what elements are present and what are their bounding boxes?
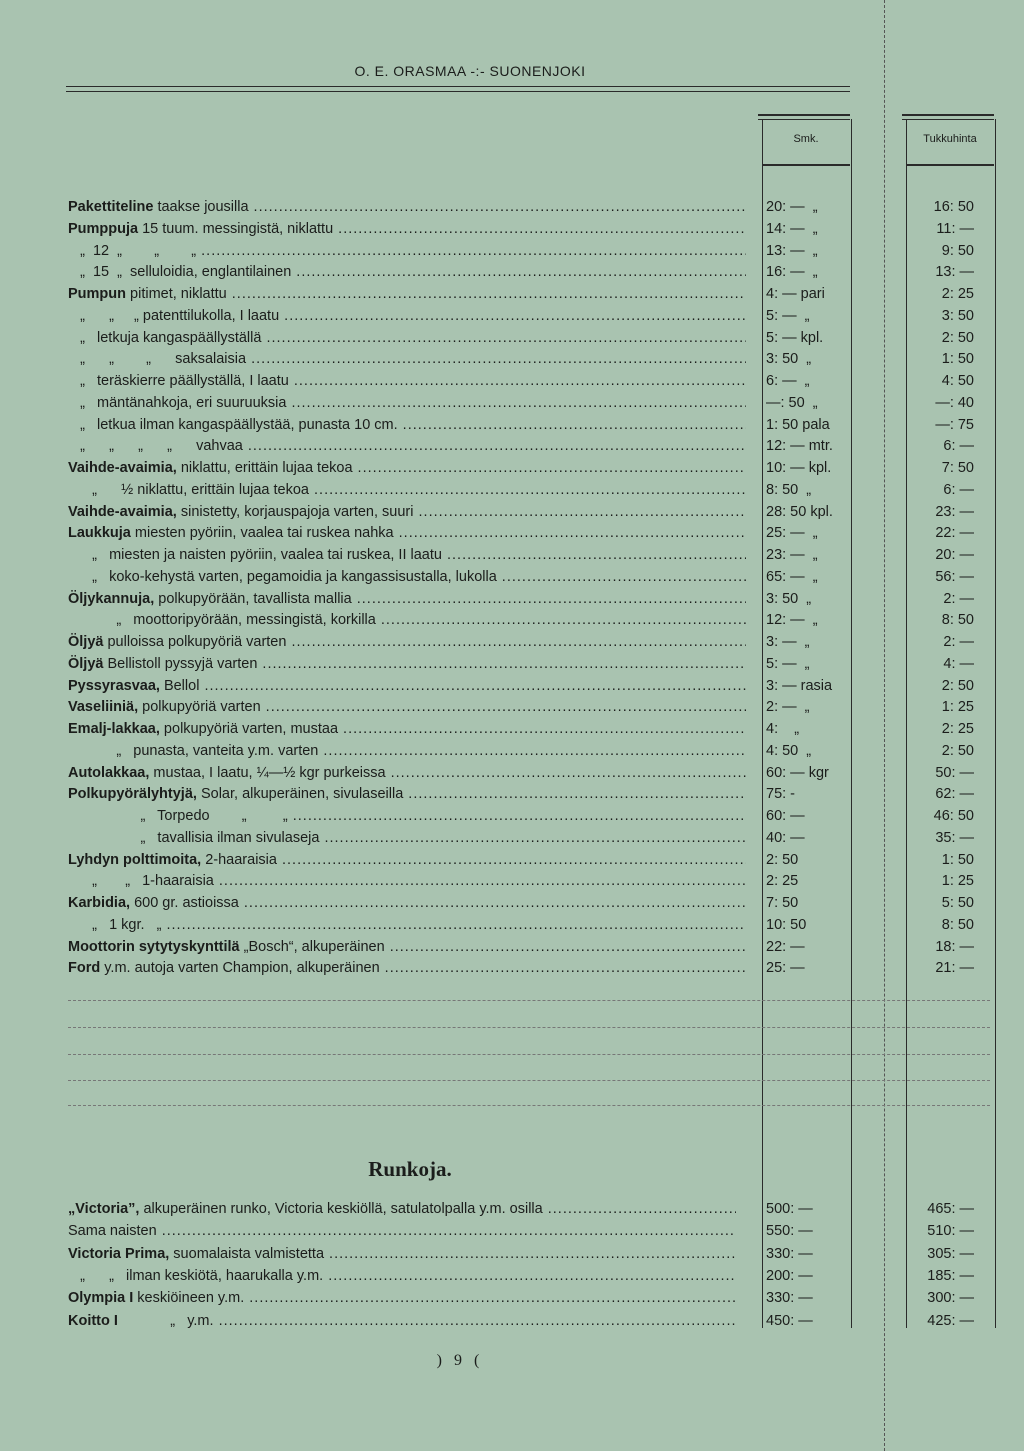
item-description bbox=[68, 523, 746, 544]
item-description bbox=[68, 937, 746, 958]
frame-item bbox=[68, 1310, 1000, 1332]
item-description bbox=[68, 241, 746, 262]
item-wholesale-price: 46: 50 bbox=[933, 808, 974, 824]
item-name: Ford bbox=[68, 960, 101, 977]
item-name: Laukkuja bbox=[68, 525, 131, 542]
list-item bbox=[68, 393, 1000, 414]
item-name: Pumpun bbox=[68, 286, 126, 302]
item-price: 5: — kpl. bbox=[766, 329, 824, 346]
item-description bbox=[68, 306, 746, 327]
item-wholesale-price: 9: 50 bbox=[941, 242, 974, 259]
item-description bbox=[68, 1243, 736, 1265]
item-price: 40: — bbox=[766, 829, 805, 846]
list-item bbox=[68, 349, 1000, 370]
item-price: 2: 25 bbox=[766, 873, 799, 890]
item-description bbox=[68, 654, 746, 675]
item-description bbox=[68, 850, 746, 871]
item-detail: „ ½ niklattu, erittäin lujaa tekoa bbox=[68, 481, 309, 498]
item-price: 2: — „ bbox=[766, 699, 810, 716]
item-wholesale-price: 2: 50 bbox=[941, 742, 974, 759]
item-wholesale-price: 35: — bbox=[935, 829, 974, 846]
list-item bbox=[68, 828, 1000, 849]
list-item bbox=[68, 850, 1000, 871]
item-price: 330: — bbox=[766, 1245, 813, 1262]
item-description bbox=[68, 458, 746, 479]
item-price: 16: — „ bbox=[766, 264, 818, 281]
list-item bbox=[68, 915, 1000, 936]
item-price: 1: 50 pala bbox=[766, 416, 830, 433]
item-description bbox=[68, 1287, 736, 1309]
item-description bbox=[68, 1220, 736, 1242]
item-price: 2: 50 bbox=[766, 851, 799, 868]
list-item bbox=[68, 697, 1000, 718]
item-price: 60: — kgr bbox=[766, 764, 829, 781]
item-description bbox=[68, 915, 746, 936]
item-price: 550: — bbox=[766, 1223, 813, 1240]
item-price: 10: 50 bbox=[766, 916, 807, 933]
list-item bbox=[68, 306, 1000, 327]
item-description bbox=[68, 415, 746, 436]
blank-entry-line bbox=[68, 1027, 990, 1028]
item-wholesale-price: 21: — bbox=[935, 960, 974, 977]
item-detail: „ miesten ja naisten pyöriin, vaalea tai ruskea, II laatu bbox=[68, 547, 442, 563]
item-price: 12: — mtr. bbox=[766, 438, 833, 455]
item-price: 330: — bbox=[766, 1290, 813, 1307]
item-name: Vaseliiniä, bbox=[68, 699, 139, 716]
item-detail: polkupyörään, tavallista mallia bbox=[154, 590, 352, 607]
item-price: 500: — bbox=[766, 1201, 813, 1217]
blank-entry-line bbox=[68, 1080, 990, 1081]
item-wholesale-price: 23: — bbox=[935, 503, 974, 520]
item-description bbox=[68, 328, 746, 349]
item-wholesale-price: 1: 50 bbox=[941, 351, 974, 368]
item-wholesale-price: 16: 50 bbox=[933, 199, 974, 215]
item-price: 60: — bbox=[766, 808, 805, 824]
item-description bbox=[68, 610, 746, 631]
item-description bbox=[68, 480, 746, 501]
list-item bbox=[68, 632, 1000, 653]
item-price: 14: — „ bbox=[766, 220, 818, 237]
list-item bbox=[68, 545, 1000, 566]
item-wholesale-price: 1: 50 bbox=[941, 851, 974, 868]
item-detail: Bellistoll pyssyjä varten bbox=[103, 655, 258, 672]
item-name: Karbidia, bbox=[68, 895, 131, 911]
item-detail: keskiöineen y.m. bbox=[133, 1290, 245, 1307]
item-wholesale-price: 6: — bbox=[943, 481, 974, 498]
item-detail: sinistetty, korjauspajoja varten, suuri bbox=[176, 503, 414, 520]
item-wholesale-price: 56: — bbox=[935, 568, 974, 585]
item-name: Vaihde-avaimia, bbox=[68, 503, 177, 520]
price-column-header: Smk. bbox=[793, 133, 819, 145]
item-description bbox=[68, 871, 746, 892]
item-description bbox=[68, 284, 746, 305]
item-price: 5: — „ bbox=[766, 655, 810, 672]
item-description bbox=[68, 784, 746, 805]
item-wholesale-price: 8: 50 bbox=[941, 612, 974, 629]
item-detail: „ letkua ilman kangaspäällystää, punasta 10 cm. bbox=[68, 416, 398, 433]
item-detail: polkupyöriä varten, mustaa bbox=[159, 721, 339, 737]
item-name: Vaihde-avaimia, bbox=[68, 460, 177, 476]
frame-item bbox=[68, 1220, 1000, 1242]
item-detail: Sama naisten bbox=[68, 1223, 157, 1240]
item-description bbox=[68, 545, 746, 566]
blank-entry-line bbox=[68, 1105, 990, 1106]
list-item bbox=[68, 219, 1000, 240]
list-item bbox=[68, 784, 1000, 805]
wholesale-column-top-rule bbox=[902, 114, 994, 116]
item-detail: „ mäntänahkoja, eri suuruuksia bbox=[68, 394, 287, 411]
item-wholesale-price: 2: 50 bbox=[941, 677, 974, 694]
list-item bbox=[68, 937, 1000, 958]
item-wholesale-price: 11: — bbox=[936, 220, 974, 237]
item-description bbox=[68, 828, 746, 849]
item-price: 25: — „ bbox=[766, 525, 818, 542]
item-price: —: 50 „ bbox=[766, 394, 818, 411]
item-description bbox=[68, 958, 746, 979]
item-description bbox=[68, 436, 746, 457]
item-price: 75: - bbox=[766, 786, 796, 803]
list-item bbox=[68, 719, 1000, 740]
item-name: Pumppuja bbox=[68, 220, 139, 237]
list-item bbox=[68, 741, 1000, 762]
frame-item bbox=[68, 1243, 1000, 1265]
list-item bbox=[68, 436, 1000, 457]
item-wholesale-price: 2: 25 bbox=[941, 721, 974, 737]
item-wholesale-price: 510: — bbox=[927, 1223, 974, 1240]
list-item bbox=[68, 415, 1000, 436]
item-name: Öljyä bbox=[68, 634, 104, 650]
item-detail: „ „ „ patenttilukolla, I laatu bbox=[68, 307, 280, 324]
item-name: Pyssyrasvaa, bbox=[68, 677, 160, 694]
item-detail: „ Torpedo „ „ bbox=[68, 808, 288, 824]
item-price: 3: — „ bbox=[766, 634, 810, 650]
item-price: 20: — „ bbox=[766, 199, 818, 215]
item-wholesale-price: 465: — bbox=[927, 1201, 974, 1217]
list-item bbox=[68, 871, 1000, 892]
item-detail: „ 12 „ „ „ bbox=[68, 242, 197, 259]
item-description bbox=[68, 632, 746, 653]
item-wholesale-price: 2: 25 bbox=[941, 286, 974, 302]
price-column-top-rule bbox=[758, 114, 850, 116]
frame-item bbox=[68, 1265, 1000, 1287]
item-wholesale-price: —: 40 bbox=[935, 394, 974, 411]
item-price: 23: — „ bbox=[766, 547, 818, 563]
item-wholesale-price: 305: — bbox=[927, 1245, 974, 1262]
item-description bbox=[68, 567, 746, 588]
item-wholesale-price: 5: 50 bbox=[941, 895, 974, 911]
item-price: 25: — bbox=[766, 960, 805, 977]
item-wholesale-price: 6: — bbox=[943, 438, 974, 455]
item-wholesale-price: 20: — bbox=[935, 547, 974, 563]
item-description bbox=[68, 371, 746, 392]
item-detail: niklattu, erittäin lujaa tekoa bbox=[176, 460, 353, 476]
list-item bbox=[68, 958, 1000, 979]
item-description bbox=[68, 219, 746, 240]
list-item bbox=[68, 458, 1000, 479]
item-description bbox=[68, 393, 746, 414]
item-price: 10: — kpl. bbox=[766, 460, 832, 476]
item-price: 4: 50 „ bbox=[766, 742, 812, 759]
item-price: 13: — „ bbox=[766, 242, 818, 259]
item-price: 28: 50 kpl. bbox=[766, 503, 833, 520]
item-wholesale-price: 13: — bbox=[935, 264, 974, 281]
header-rule bbox=[66, 86, 850, 87]
item-description bbox=[68, 1265, 736, 1287]
item-price: 12: — „ bbox=[766, 612, 818, 629]
item-detail: 15 tuum. messingistä, niklattu bbox=[138, 220, 334, 237]
list-item bbox=[68, 284, 1000, 305]
list-item bbox=[68, 567, 1000, 588]
list-item bbox=[68, 523, 1000, 544]
item-price: 7: 50 bbox=[766, 895, 799, 911]
page-number: ) 9 ( bbox=[436, 1352, 484, 1369]
header-rule bbox=[66, 91, 850, 92]
item-wholesale-price: 2: — bbox=[943, 590, 974, 607]
item-description bbox=[68, 763, 746, 784]
item-description bbox=[68, 1310, 736, 1332]
item-detail: y.m. autoja varten Champion, alkuperäinen bbox=[100, 960, 380, 977]
list-item bbox=[68, 806, 1000, 827]
item-price: 6: — „ bbox=[766, 373, 810, 389]
item-wholesale-price: 425: — bbox=[927, 1312, 974, 1329]
list-item bbox=[68, 241, 1000, 262]
list-item bbox=[68, 371, 1000, 392]
list-item bbox=[68, 610, 1000, 631]
item-detail: „ moottoripyörään, messingistä, korkilla bbox=[68, 612, 376, 629]
item-name: Emalj-lakkaa, bbox=[68, 721, 160, 737]
item-price: 450: — bbox=[766, 1312, 813, 1329]
list-item bbox=[68, 763, 1000, 784]
item-description bbox=[68, 1198, 736, 1220]
item-name: Victoria Prima, bbox=[68, 1245, 170, 1262]
wholesale-column-header-rule bbox=[906, 164, 994, 166]
item-detail: „ 1 kgr. „ bbox=[68, 916, 162, 933]
item-detail: „ „ ilman keskiötä, haarukalla y.m. bbox=[68, 1267, 324, 1284]
item-wholesale-price: 1: 25 bbox=[941, 699, 974, 716]
item-name: Autolakkaa, bbox=[68, 764, 150, 781]
item-wholesale-price: 2: — bbox=[943, 634, 974, 650]
item-wholesale-price: 50: — bbox=[935, 764, 974, 781]
item-name: Polkupyörälyhtyjä, bbox=[68, 786, 197, 803]
item-detail: „ „ 1-haaraisia bbox=[68, 873, 214, 890]
item-price: 5: — „ bbox=[766, 307, 810, 324]
item-wholesale-price: 2: 50 bbox=[941, 329, 974, 346]
item-name: Olympia I bbox=[68, 1290, 134, 1307]
item-detail: „ 15 „ selluloidia, englantilainen bbox=[68, 264, 292, 281]
item-detail: 600 gr. astioissa bbox=[130, 895, 239, 911]
item-detail: suomalaista valmistetta bbox=[169, 1245, 325, 1262]
item-price: 65: — „ bbox=[766, 568, 818, 585]
item-wholesale-price: 4: 50 bbox=[941, 373, 974, 389]
item-detail: taakse jousilla bbox=[153, 199, 249, 215]
item-description bbox=[68, 589, 746, 610]
item-wholesale-price: 18: — bbox=[935, 938, 974, 955]
item-price: 3: — rasia bbox=[766, 677, 833, 694]
item-detail: „ koko-kehystä varten, pegamoidia ja kangassisustalla, lukolla bbox=[68, 568, 497, 585]
list-item bbox=[68, 654, 1000, 675]
list-item bbox=[68, 676, 1000, 697]
item-description bbox=[68, 349, 746, 370]
item-price: 3: 50 „ bbox=[766, 351, 812, 368]
item-price: 200: — bbox=[766, 1267, 813, 1284]
item-price: 22: — bbox=[766, 938, 805, 955]
list-item bbox=[68, 502, 1000, 523]
item-detail: „ punasta, vanteita y.m. varten bbox=[68, 742, 319, 759]
frame-item bbox=[68, 1287, 1000, 1309]
item-name: „Victoria”, bbox=[68, 1201, 140, 1217]
item-detail: „ y.m. bbox=[117, 1312, 214, 1329]
item-detail: „Bosch“, alkuperäinen bbox=[239, 938, 385, 955]
item-detail: „ tavallisia ilman sivulaseja bbox=[68, 829, 320, 846]
item-name: Öljyä bbox=[68, 655, 104, 672]
item-description bbox=[68, 806, 746, 827]
item-detail: alkuperäinen runko, Victoria keskiöllä, satulatolpalla y.m. osilla bbox=[139, 1201, 543, 1217]
item-description bbox=[68, 197, 746, 218]
item-description bbox=[68, 502, 746, 523]
item-description bbox=[68, 697, 746, 718]
item-wholesale-price: —: 75 bbox=[935, 416, 974, 433]
item-wholesale-price: 22: — bbox=[935, 525, 974, 542]
item-detail: Bellol bbox=[159, 677, 200, 694]
item-description bbox=[68, 676, 746, 697]
item-detail: polkupyöriä varten bbox=[138, 699, 261, 716]
item-name: Lyhdyn polttimoita, bbox=[68, 851, 202, 868]
item-detail: mustaa, I laatu, ¼—½ kgr purkeissa bbox=[149, 764, 386, 781]
item-detail: 2-haaraisia bbox=[201, 851, 277, 868]
list-item bbox=[68, 589, 1000, 610]
item-description bbox=[68, 719, 746, 740]
list-item bbox=[68, 328, 1000, 349]
list-item bbox=[68, 262, 1000, 283]
item-price: 8: 50 „ bbox=[766, 481, 812, 498]
item-detail: Solar, alkuperäinen, sivulaseilla bbox=[196, 786, 404, 803]
frame-item bbox=[68, 1198, 1000, 1220]
item-detail: miesten pyöriin, vaalea tai ruskea nahka bbox=[130, 525, 394, 542]
item-wholesale-price: 4: — bbox=[943, 655, 974, 672]
item-detail: „ teräskierre päällyställä, I laatu bbox=[68, 373, 289, 389]
list-item bbox=[68, 480, 1000, 501]
list-item bbox=[68, 197, 1000, 218]
item-detail: pitimet, niklattu bbox=[126, 286, 227, 302]
price-column-header-rule bbox=[762, 164, 850, 166]
item-wholesale-price: 3: 50 bbox=[941, 307, 974, 324]
wholesale-column-header: Tukkuhinta bbox=[923, 133, 977, 145]
item-detail: pulloissa polkupyöriä varten bbox=[103, 634, 287, 650]
item-price: 4: „ bbox=[766, 721, 800, 737]
list-item bbox=[68, 893, 1000, 914]
item-price: 4: — pari bbox=[766, 286, 825, 302]
item-wholesale-price: 185: — bbox=[927, 1267, 974, 1284]
item-price: 3: 50 „ bbox=[766, 590, 812, 607]
item-name: Koitto I bbox=[68, 1312, 118, 1329]
item-wholesale-price: 8: 50 bbox=[941, 916, 974, 933]
item-description bbox=[68, 741, 746, 762]
item-detail: „ „ „ „ vahvaa bbox=[68, 438, 243, 455]
item-detail: „ „ „ saksalaisia bbox=[68, 351, 247, 368]
item-wholesale-price: 300: — bbox=[927, 1290, 974, 1307]
item-wholesale-price: 1: 25 bbox=[941, 873, 974, 890]
blank-entry-line bbox=[68, 1000, 990, 1001]
item-description bbox=[68, 262, 746, 283]
section-title: Runkoja. bbox=[368, 1157, 452, 1181]
item-wholesale-price: 7: 50 bbox=[941, 460, 974, 476]
item-name: Öljykannuja, bbox=[68, 590, 155, 607]
item-name: Moottorin sytytyskynttilä bbox=[68, 938, 240, 955]
blank-entry-line bbox=[68, 1054, 990, 1055]
item-detail: „ letkuja kangaspäällyställä bbox=[68, 329, 262, 346]
item-description bbox=[68, 893, 746, 914]
item-wholesale-price: 62: — bbox=[935, 786, 974, 803]
page-header-title: O. E. ORASMAA -:- SUONENJOKI bbox=[354, 63, 586, 79]
item-name: Pakettiteline bbox=[68, 199, 154, 215]
